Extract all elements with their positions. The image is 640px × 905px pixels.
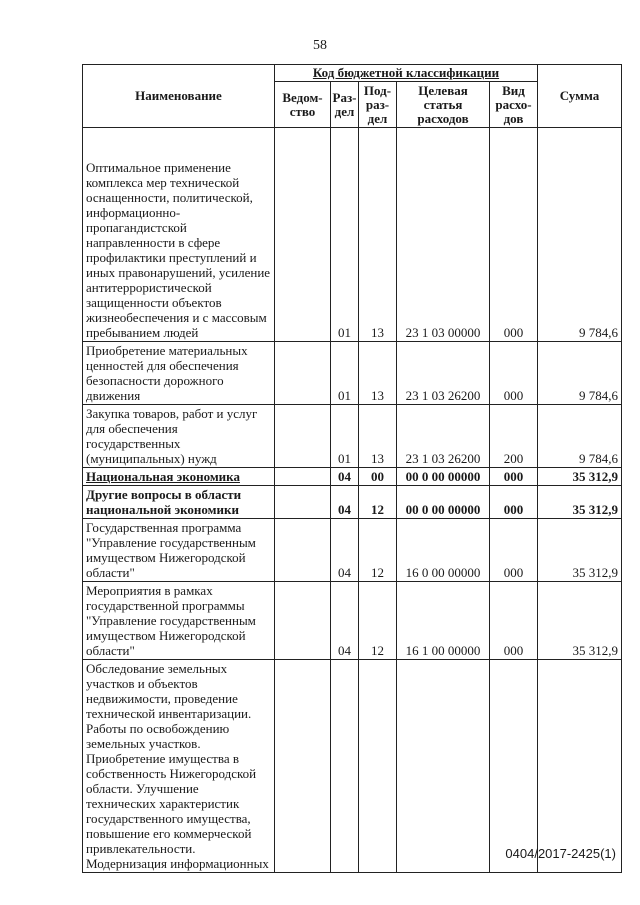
row-celevaya: 00 0 00 00000	[397, 486, 490, 519]
row-summa: 35 312,9	[538, 519, 622, 582]
row-vedomstvo	[275, 468, 331, 486]
row-name: Государственная программа "Управление государственным имуществом Нижегородской области"	[83, 519, 275, 582]
row-razdel: 01	[331, 342, 359, 405]
row-podrazdel: 12	[359, 486, 397, 519]
row-vedomstvo	[275, 486, 331, 519]
row-summa: 35 312,9	[538, 468, 622, 486]
row-celevaya: 16 0 00 00000	[397, 519, 490, 582]
row-name: Национальная экономика	[83, 468, 275, 486]
row-celevaya	[397, 660, 490, 873]
row-razdel: 04	[331, 468, 359, 486]
row-vedomstvo	[275, 128, 331, 342]
row-name: Оптимальное применение комплекса мер технической оснащенности, политической, информационно-пропагандистской направленности в сфере профилактики преступлений и иных правонарушений, усиление антитеррористической защищенности объектов жизнеобеспечения и с массовым пребыванием людей	[83, 128, 275, 342]
row-vid: 000	[490, 582, 538, 660]
header-celevaya: Целевая статья расходов	[397, 82, 490, 128]
header-vid: Вид расхо- дов	[490, 82, 538, 128]
header-name: Наименование	[83, 65, 275, 128]
row-vedomstvo	[275, 519, 331, 582]
table-row	[83, 468, 622, 486]
row-razdel: 04	[331, 582, 359, 660]
row-name: Мероприятия в рамках государственной программы "Управление государственным имуществом Нижегородской области"	[83, 582, 275, 660]
row-podrazdel: 13	[359, 342, 397, 405]
header-podrazdel: Под- раз- дел	[359, 82, 397, 128]
row-celevaya: 23 1 03 26200	[397, 342, 490, 405]
header-classification-group: Код бюджетной классификации	[275, 65, 538, 82]
table-row	[83, 519, 622, 582]
table-row	[83, 405, 622, 468]
row-vid: 000	[490, 486, 538, 519]
row-celevaya: 00 0 00 00000	[397, 468, 490, 486]
header-razdel: Раз- дел	[331, 82, 359, 128]
header-summa: Сумма	[538, 65, 622, 128]
row-podrazdel: 12	[359, 519, 397, 582]
row-celevaya: 23 1 03 00000	[397, 128, 490, 342]
row-name: Закупка товаров, работ и услуг для обеспечения государственных (муниципальных) нужд	[83, 405, 275, 468]
row-podrazdel: 12	[359, 582, 397, 660]
row-podrazdel: 00	[359, 468, 397, 486]
row-podrazdel: 13	[359, 405, 397, 468]
table-row	[83, 582, 622, 660]
header-vedomstvo: Ведом- ство	[275, 82, 331, 128]
row-razdel: 01	[331, 128, 359, 342]
row-summa	[538, 660, 622, 873]
row-vedomstvo	[275, 342, 331, 405]
row-podrazdel: 13	[359, 128, 397, 342]
row-celevaya: 16 1 00 00000	[397, 582, 490, 660]
row-vid: 000	[490, 468, 538, 486]
budget-table	[82, 64, 622, 873]
row-celevaya: 23 1 03 26200	[397, 405, 490, 468]
row-summa: 35 312,9	[538, 486, 622, 519]
row-vid	[490, 660, 538, 873]
row-vedomstvo	[275, 660, 331, 873]
row-name: Приобретение материальных ценностей для обеспечения безопасности дорожного движения	[83, 342, 275, 405]
page-number: 58	[313, 38, 327, 53]
row-vid: 000	[490, 128, 538, 342]
row-summa: 9 784,6	[538, 405, 622, 468]
row-podrazdel	[359, 660, 397, 873]
row-razdel: 04	[331, 486, 359, 519]
row-vedomstvo	[275, 582, 331, 660]
row-summa: 9 784,6	[538, 128, 622, 342]
table-row	[83, 342, 622, 405]
document-code: 0404/2017-2425(1)	[505, 846, 616, 861]
row-razdel: 04	[331, 519, 359, 582]
row-vid: 000	[490, 342, 538, 405]
row-summa: 35 312,9	[538, 582, 622, 660]
row-name: Обследование земельных участков и объектов недвижимости, проведение технической инвентаризации. Работы по освобождению земельных участков. Приобретение имущества в собственность Нижегородской области. Улучшение технических характеристик государственного имущества, повышение его коммерческой привлекательности. Модернизация информационных	[83, 660, 275, 873]
row-summa: 9 784,6	[538, 342, 622, 405]
row-razdel	[331, 660, 359, 873]
row-vedomstvo	[275, 405, 331, 468]
row-name: Другие вопросы в области национальной экономики	[83, 486, 275, 519]
row-razdel: 01	[331, 405, 359, 468]
table-row	[83, 128, 622, 342]
row-vid: 000	[490, 519, 538, 582]
table-row	[83, 486, 622, 519]
row-vid: 200	[490, 405, 538, 468]
table-row	[83, 660, 622, 873]
